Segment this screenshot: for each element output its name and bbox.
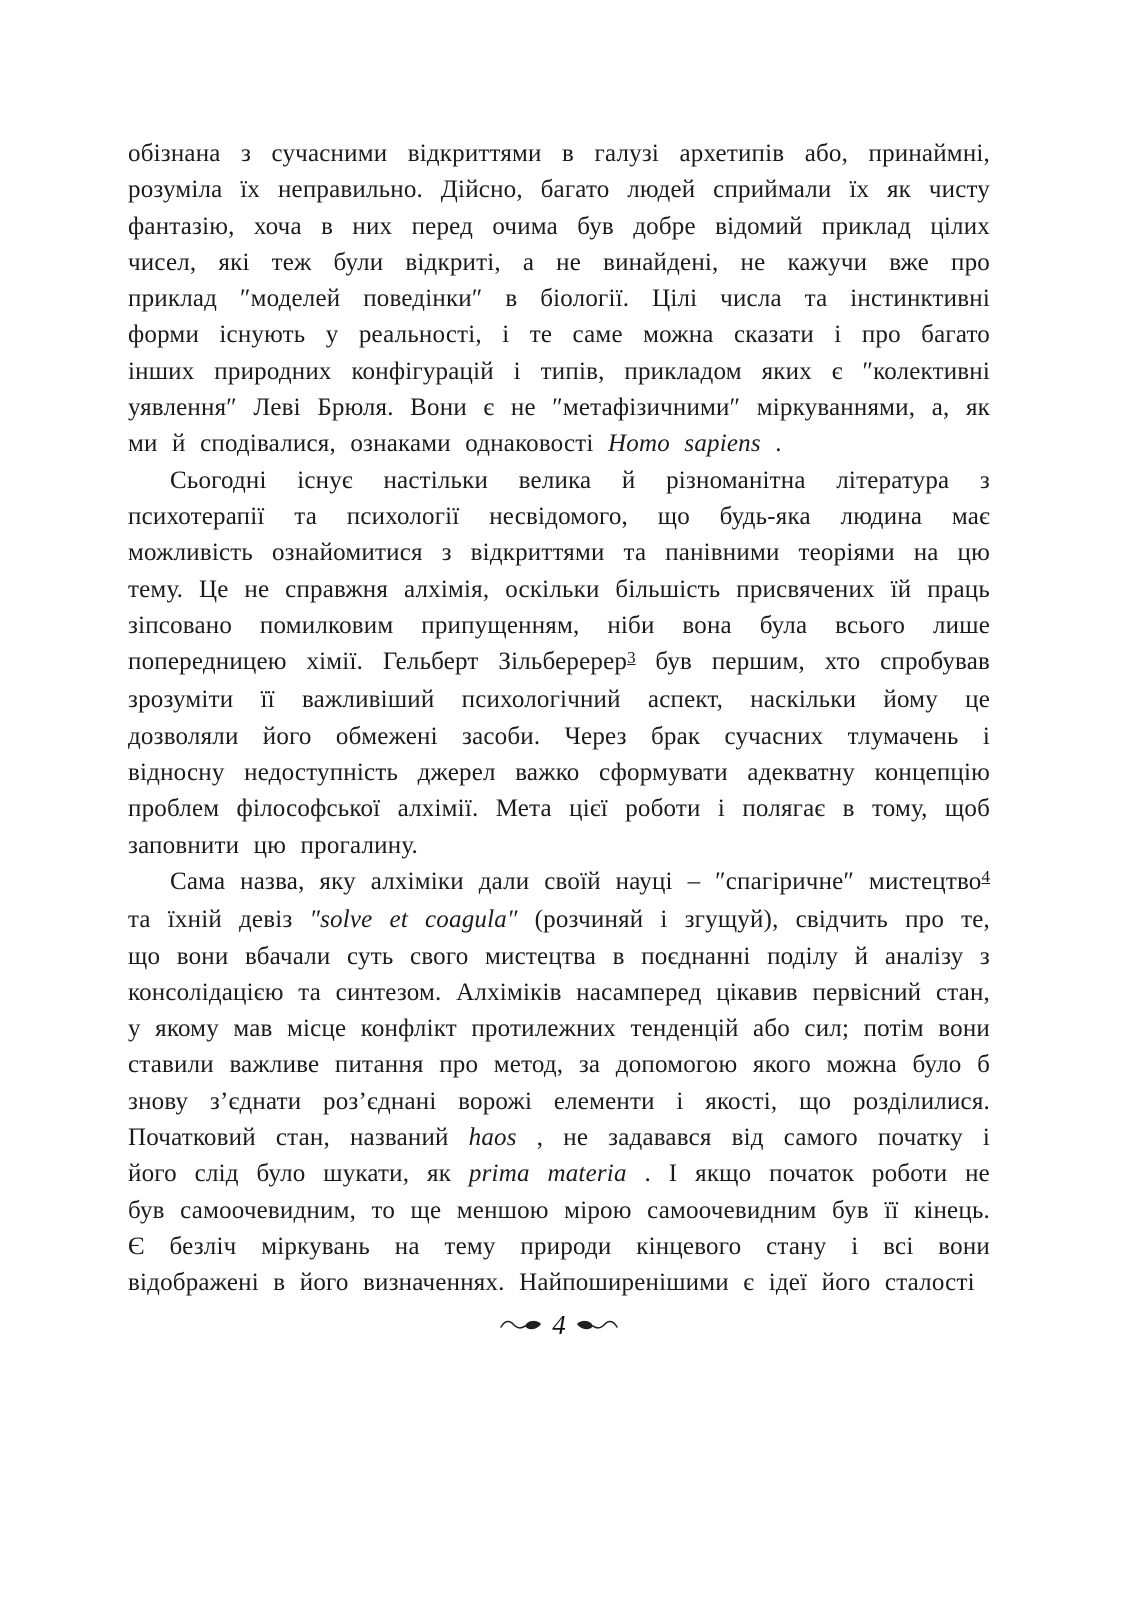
text-segment: та їхній девіз [128,906,310,934]
text-segment: , не задавався від самого початку і його слід було шукати, як [128,1124,990,1188]
page-text [128,136,990,1302]
text-segment: . [760,430,782,458]
text-segment: ″solve et coagula″ [309,906,518,934]
footer-flourish-right-icon [575,1316,619,1334]
text-segment: Сьогодні існує настільки велика й різноманітна література з психотерапії та психології несвідомого, що будь-яка людина має можливість ознайомитися з відкриттями та панівними теоріями на цю тему. Це не справжня алхімія, оскільки більшість присвячених їй праць зіпсовано помилковим припущенням, ніби вона була всього лише попередницею хімії. Гельберт Зільберерер [128,466,990,676]
text-segment: обізнана з сучасними відкриттями в галузі архетипів або, принаймні, розуміла їх неправильно. Дійсно, багато людей сприймали їх як чисту фантазію, хоча в них перед очима був добре відомий приклад цілих чисел, які теж були відкриті, а не винайдені, не кажучи вже про приклад ″моделей поведінки″ в біології. Цілі числа та інстинктивні форми існують у реальності, і те саме можна сказати і про багато інших природних конфігурацій і типів, прикладом яких є ″колективні уявлення″ Леві Брюля. Вони є не ″метафізичними″ міркуваннями, а, як ми й сподівалися, ознаками однаковості [128,140,990,458]
footnote-ref[interactable]: 3 [627,647,636,667]
footer-flourish-left-icon [499,1316,543,1334]
page-number: 4 [552,1309,566,1340]
text-segment: haos [468,1124,517,1152]
footnote-ref[interactable]: 4 [981,867,990,887]
text-segment: prima materia [468,1160,627,1188]
text-segment: був першим, хто спробував зрозуміти її важливіший психологічний аспект, наскільки йому це дозволяли його обмежені засоби. Через брак сучасних тлумачень і відносну недоступність джерел важко сформувати адекватну концепцію проблем філософської алхімії. Мета цієї роботи і полягає в тому, щоб заповнити цю прогалину. [128,648,990,859]
paragraph [128,136,990,463]
page-footer [128,1309,990,1340]
text-segment: (розчиняй і згущуй), свідчить про те, що вони вбачали суть свого мистецтва в поєднанні поділу й аналізу з консолідацією та синтезом. Алхіміків насамперед цікавив первісний стан, у якому мав місце конфлікт протилежних тенденцій або сил; потім вони ставили важливе питання про метод, за допомогою якого можна було б знову з’єднати роз’єднані ворожі елементи і якості, що розділилися. Початковий стан, названий [128,906,990,1152]
paragraph [128,864,990,1302]
text-segment: . І якщо початок роботи не був самоочевидним, то ще меншою мірою самоочевидним був її кінець. Є безліч міркувань на тему природи кінцевого стану і всі вони відображені в його визначеннях. Найпоширенішими є ідеї його сталості [128,1160,990,1297]
text-segment: Homo sapiens [608,430,761,458]
paragraph [128,463,990,864]
text-segment: Сама назва, яку алхіміки дали своїй науці – ″спагіричне″ мистецтво [170,867,982,895]
